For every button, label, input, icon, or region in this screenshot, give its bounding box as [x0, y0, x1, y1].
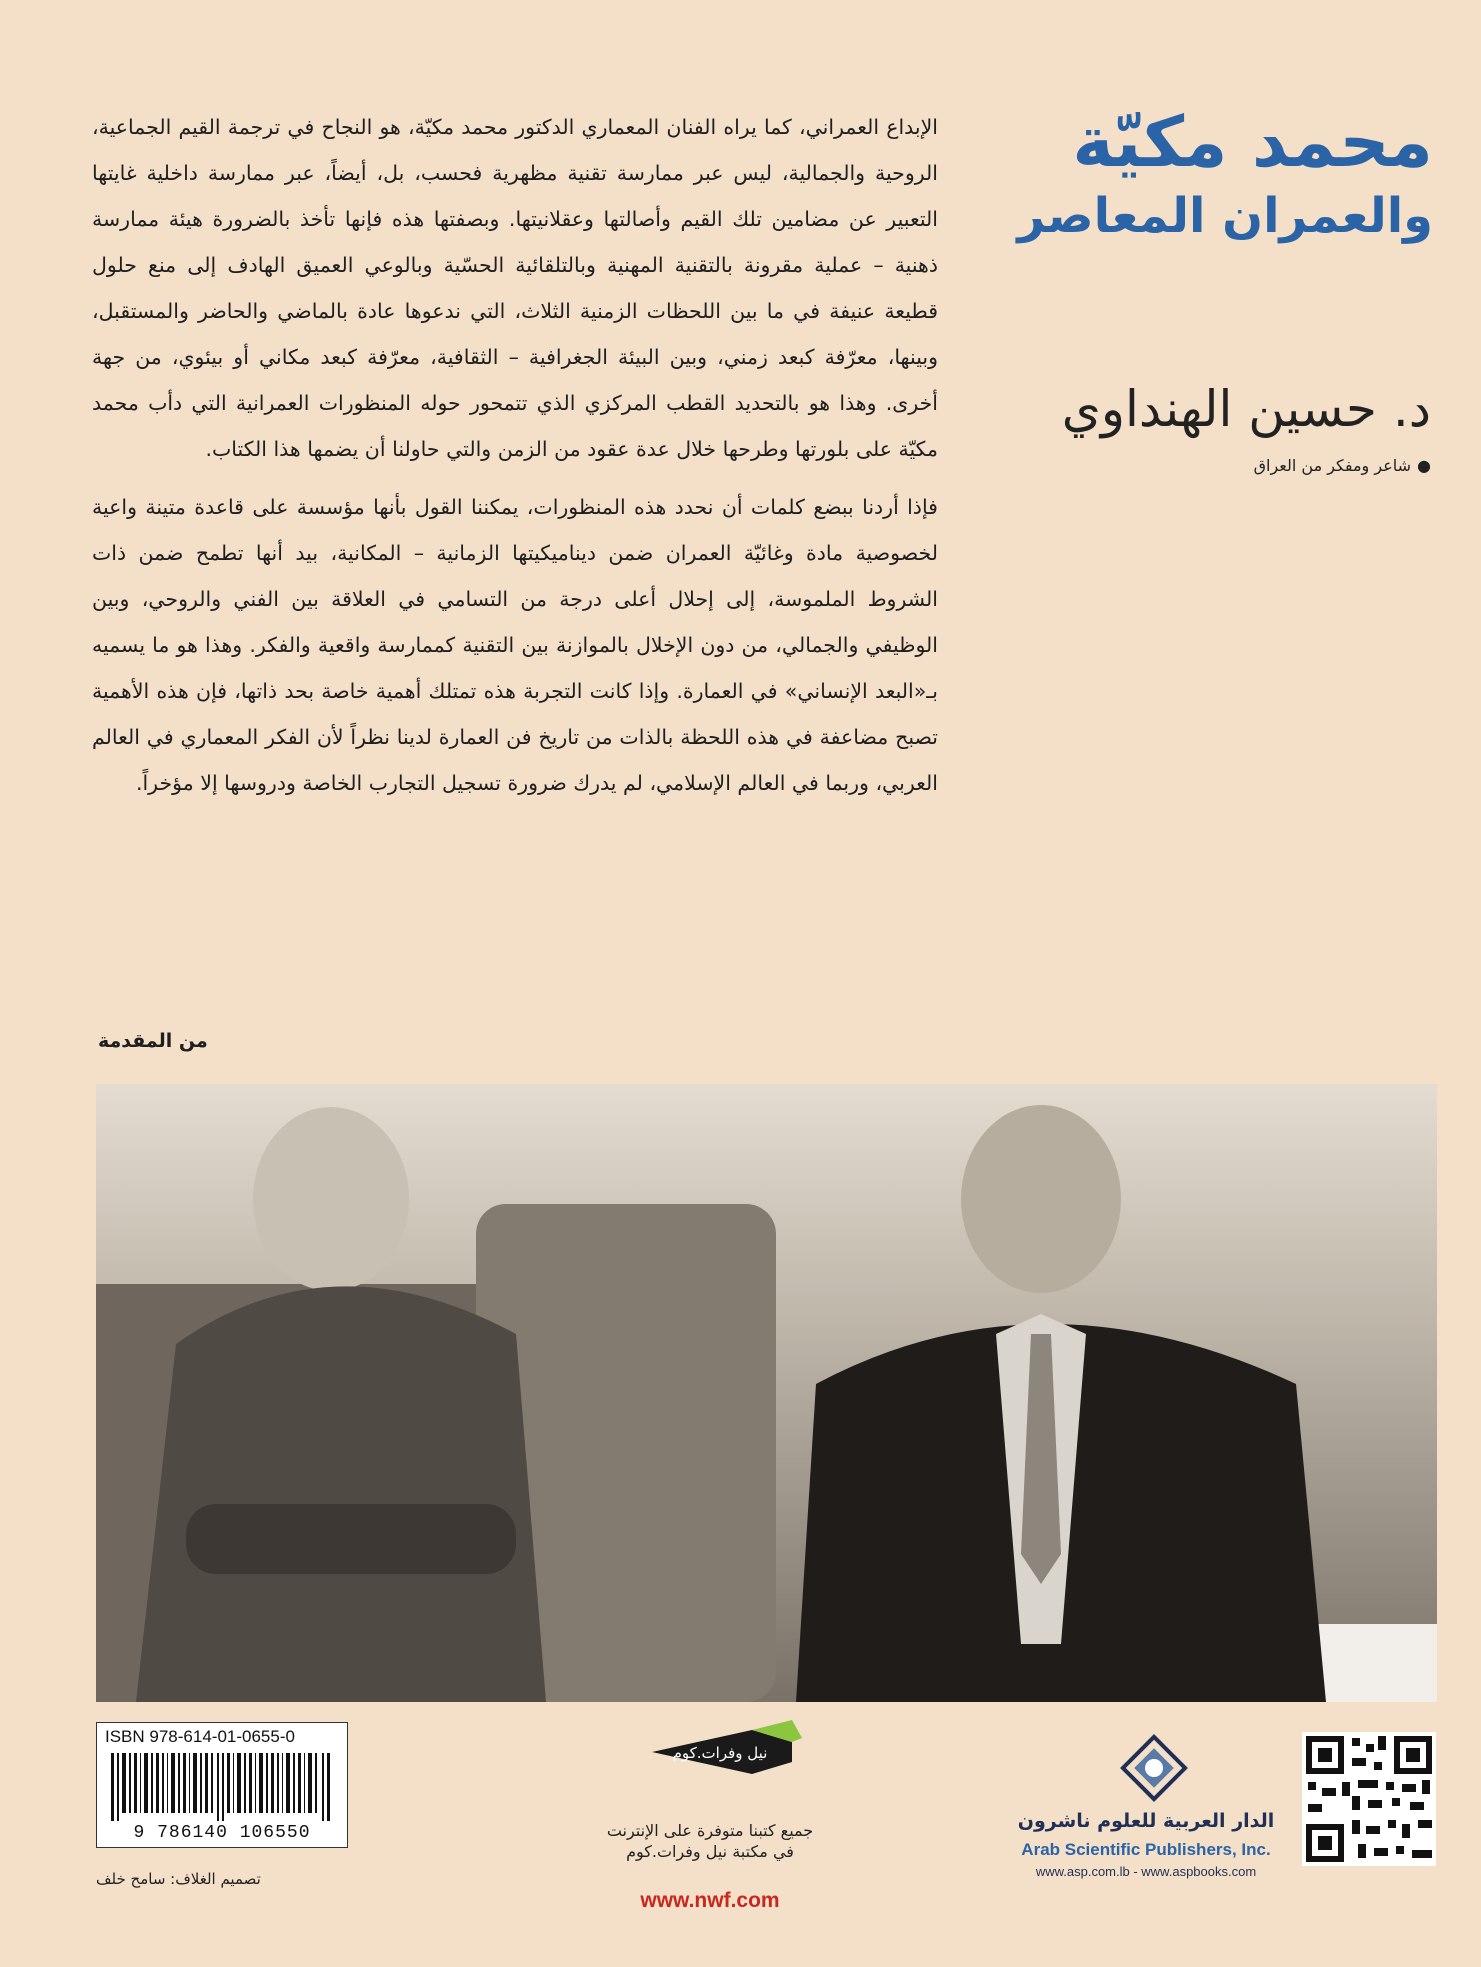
isbn-label: ISBN 978-614-01-0655-0 — [105, 1727, 295, 1746]
title-line-1: محمد مكيّة — [1072, 101, 1433, 183]
nwf-url: www.nwf.com — [640, 1889, 780, 1912]
nwf-line-2: في مكتبة نيل وفرات.كوم — [626, 1842, 794, 1861]
author-description-text: شاعر ومفكر من العراق — [1253, 456, 1412, 475]
photo-illustration — [96, 1084, 1437, 1702]
author-photo — [96, 1084, 1437, 1702]
bullet-icon: ● — [1417, 456, 1431, 475]
blurb-text — [92, 104, 938, 806]
book-title — [1003, 100, 1433, 248]
cover-designer-credit: تصميم الغلاف: سامح خلف — [96, 1870, 261, 1888]
publisher-emblem-icon — [1118, 1732, 1190, 1804]
nwf-line-1: جميع كتبنا متوفرة على الإنترنت — [606, 1821, 814, 1840]
isbn-barcode — [96, 1722, 348, 1848]
back-matter — [0, 1712, 1481, 1967]
publisher-name-arabic: الدار العربية للعلوم ناشرون — [1017, 1810, 1275, 1832]
publisher-url: www.asp.com.lb - www.aspbooks.com — [1035, 1864, 1257, 1879]
barcode-number: 9 786140 106550 — [133, 1823, 311, 1843]
nwf-availability-text — [560, 1820, 860, 1862]
nwf-logo-text: نيل وفرات.كوم — [672, 1744, 768, 1762]
barcode-icon — [111, 1753, 333, 1821]
author-name: د. حسين الهنداوي — [1061, 380, 1431, 438]
publisher-name-english: Arab Scientific Publishers, Inc. — [1021, 1840, 1271, 1859]
title-line-2: والعمران المعاصر — [1017, 188, 1433, 244]
source-label: من المقدمة — [98, 1030, 208, 1052]
author-description — [991, 456, 1431, 475]
blurb-paragraph-2: فإذا أردنا ببضع كلمات أن نحدد هذه المنظورات، يمكننا القول بأنها مؤسسة على قاعدة متينة واعية لخصوصية مادة وغائيّة العمران ضمن ديناميكيتها الزمانية – المكانية، بيد أنها تطمح ضمن ذات الشروط الملموسة، إلى إحلال أعلى درجة من التسامي في العلاقة بين الفني والروحي، وبين الوظيفي والجمالي، من دون الإخلال بالموازنة بين التقنية كممارسة واقعية والفكر. وهذا هو ما يسميه بـ«البعد الإنساني» في العمارة. وإذا كانت التجربة هذه تمتلك أهمية خاصة بحد ذاتها، فإن هذه الأهمية تصبح مضاعفة في هذه اللحظة بالذات من تاريخ فن العمارة لدينا نظراً لأن الفكر المعماري في العالم العربي، وربما في العالم الإسلامي، لم يدرك ضرورة تسجيل التجارب الخاصة ودروسها إلا مؤخراً. — [92, 495, 938, 795]
qr-code-icon — [1302, 1732, 1436, 1866]
nwf-logo-icon — [642, 1712, 802, 1792]
blurb-paragraph-1: الإبداع العمراني، كما يراه الفنان المعماري الدكتور محمد مكيّة، هو النجاح في ترجمة القيم الجماعية، الروحية والجمالية، ليس عبر ممارسة تقنية مظهرية فحسب، بل، أيضاً، عبر ممارسة داخلية غايتها التعبير عن مضامين تلك القيم وأصالتها وعقلانيتها. وبصفتها هذه فإنها تأخذ بالضرورة هيئة ممارسة ذهنية – عملية مقرونة بالتقنية المهنية وبالتلقائية الحسّية وبالوعي العميق الهادف إلى منع حلول قطيعة عنيفة في ما بين اللحظات الزمنية الثلاث، التي ندعوها عادة بالماضي والحاضر والمستقبل، وبينها، معرّفة كبعد زمني، وبين البيئة الجغرافية – الثقافية، معرّفة كبعد مكاني أو بيئوي، من جهة أخرى. وهذا هو بالتحديد القطب المركزي الذي تتمحور حوله المنظورات العمرانية التي دأب محمد مكيّة على بلورتها وطرحها خلال عدة عقود من الزمن والتي حاولنا أن يضمها هذا الكتاب. — [92, 115, 938, 461]
